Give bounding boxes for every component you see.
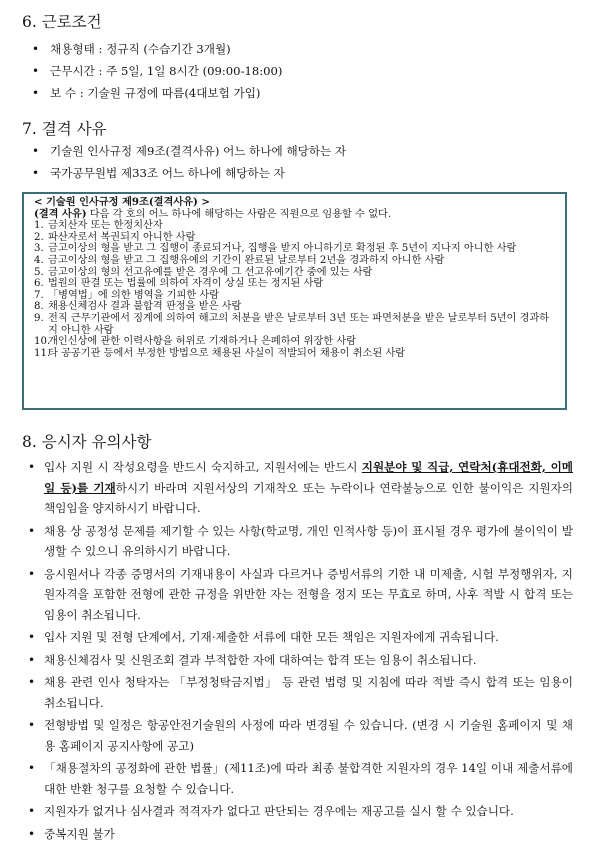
box-list-item — [34, 267, 557, 279]
note-emphasis: 지원분야 및 직급, 연락처(휴대전화, 이메일 등)를 기재 — [44, 460, 573, 495]
box-list-item — [34, 220, 557, 232]
list-item: • 중복지원 불가 — [28, 824, 573, 845]
section-7-title: 7. 결격 사유 — [22, 120, 107, 138]
box-intro — [34, 209, 557, 221]
list-item: • 국가공무원법 제33조 어느 하나에 해당하는 자 — [28, 162, 581, 184]
item-number: 5. — [34, 266, 44, 278]
box-list-item — [34, 348, 557, 360]
box-heading: < 기술원 인사규정 제9조(결격사유) > — [34, 196, 210, 208]
list-item: • 근무시간 : 주 5일, 1일 8시간 (09:00-18:00) — [28, 60, 581, 82]
note-text: 입사 지원 시 작성요령을 반드시 숙지하고, 지원서에는 반드시 — [44, 460, 362, 474]
section-6-title: 6. 근로조건 — [22, 13, 102, 31]
list-item: • 채용형태 : 정규직 (수습기간 3개월) — [28, 38, 581, 60]
box-list-item — [34, 313, 557, 336]
box-list-item — [34, 255, 557, 267]
box-intro-label: (결격 사유) — [34, 207, 87, 220]
item-text: 금고이상의 형을 받고 그 집행이 종료되거나, 집행을 받지 아니하기로 확정된 후 5년이 지나지 아니한 사람 — [48, 243, 517, 255]
disqualification-box — [22, 192, 567, 410]
box-list-item — [34, 290, 557, 302]
item-number: 4. — [34, 254, 44, 266]
box-list-item — [34, 278, 557, 290]
item-text: 금고이상의 형을 받고 그 집행유예의 기간이 완료된 날로부터 2년을 경과하지 아니한 사람 — [48, 254, 445, 266]
item-text: 금고이상의 형의 선고유예를 받은 경우에 그 선고유예기간 중에 있는 사람 — [48, 266, 373, 278]
section-8-title: 8. 응시자 유의사항 — [22, 433, 152, 451]
section-7-list — [28, 140, 581, 184]
note-text: 하시기 바라며 지원서상의 기재착오 또는 누락이나 연락불능으로 인한 불이익은 지원자의 책임임을 양지하시기 바랍니다. — [44, 480, 573, 515]
item-text: 「병역법」에 의한 병역을 기피한 사람 — [48, 289, 220, 301]
item-number: 3. — [34, 243, 44, 255]
list-item: • 응시원서나 각종 증명서의 기재내용이 사실과 다르거나 증빙서류의 기한 내 미제출, 시험 부정행위자, 지원자격을 포함한 전형에 관한 규정을 위반한 자는 전형을 정지 또는 무효로 하며, 사후 적발 시 합격 또는 임용이 취소됩니다. — [28, 564, 573, 626]
item-text: 타 공공기관 등에서 부정한 방법으로 채용된 사실이 적발되어 채용이 취소된 사람 — [48, 347, 406, 359]
box-list-item — [34, 301, 557, 313]
item-text: 채용신체검사 결과 불합격 판정을 받은 사람 — [48, 301, 242, 313]
list-item: • 보 수 : 기술원 규정에 따름(4대보험 가입) — [28, 82, 581, 104]
list-item: • 입사 지원 및 전형 단계에서, 기재·제출한 서류에 대한 모든 책임은 지원자에게 귀속됩니다. — [28, 627, 573, 648]
item-number: 11. — [34, 347, 51, 359]
list-item: • 채용 관련 인사 청탁자는 「부정청탁금지법」 등 관련 법령 및 지침에 따라 적발 즉시 합격 또는 임용이 취소됩니다. — [28, 672, 573, 713]
box-list-item — [34, 243, 557, 255]
item-number: 8. — [34, 301, 44, 313]
item-number: 7. — [34, 289, 44, 301]
item-text: 파산자로서 복권되지 아니한 사람 — [48, 231, 196, 243]
item-text: 법원의 판결 또는 법률에 의하여 자격이 상실 또는 정지된 사람 — [48, 278, 324, 290]
item-number: 9. — [34, 312, 44, 324]
list-item: • 지원자가 없거나 심사결과 적격자가 없다고 판단되는 경우에는 재공고를 실시 할 수 있습니다. — [28, 801, 573, 822]
list-item: • 채용신체검사 및 신원조회 결과 부적합한 자에 대하여는 합격 또는 임용이 취소됩니다. — [28, 650, 573, 671]
item-text: 금치산자 또는 한정치산자 — [48, 220, 163, 232]
item-number: 1. — [34, 220, 44, 232]
list-item: • 기술원 인사규정 제9조(결격사유) 어느 하나에 해당하는 자 — [28, 140, 581, 162]
box-list-item — [34, 336, 557, 348]
list-item: • 채용 상 공정성 문제를 제기할 수 있는 사항(학교명, 개인 인적사항 등)이 표시될 경우 평가에 불이익이 발생할 수 있으니 유의하시기 바랍니다. — [28, 521, 573, 562]
box-list-item — [34, 232, 557, 244]
box-list — [34, 220, 557, 359]
item-number: 10. — [34, 336, 51, 348]
list-item: • 「채용절차의 공정화에 관한 법률」(제11조)에 따라 최종 불합격한 지원자의 경우 14일 이내 제출서류에 대한 반환 청구를 요청할 수 있습니다. — [28, 758, 573, 799]
list-item — [28, 457, 573, 519]
section-6-list — [28, 38, 581, 104]
item-text: 개인신상에 관한 이력사항을 허위로 기재하거나 은폐하여 위장한 사람 — [48, 336, 357, 348]
item-number: 6. — [34, 278, 44, 290]
item-number: 2. — [34, 231, 44, 243]
item-text: 전직 근무기관에서 징계에 의하여 해고의 처분을 받은 날로부터 3년 또는 파면처분을 받은 날로부터 5년이 경과하지 아니한 사람 — [48, 312, 550, 336]
notes-list — [28, 457, 573, 846]
box-intro-text: 다음 각 호의 어느 하나에 해당하는 사람은 직원으로 임용할 수 없다. — [86, 208, 392, 220]
list-item: • 전형방법 및 일정은 항공안전기술원의 사정에 따라 변경될 수 있습니다. (변경 시 기술원 홈페이지 및 채용 홈페이지 공지사항에 공고) — [28, 715, 573, 756]
